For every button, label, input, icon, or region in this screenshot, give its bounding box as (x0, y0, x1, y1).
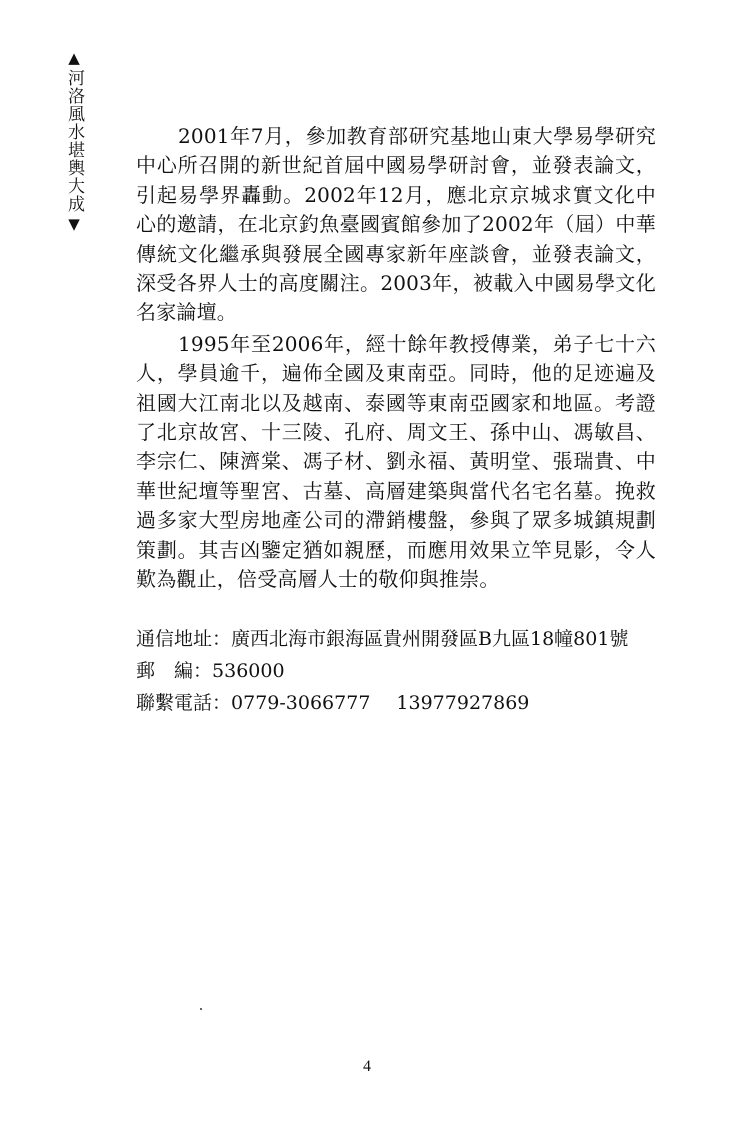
mobile-value: 13977927869 (396, 691, 530, 714)
postcode-label: 郵 編： (136, 659, 213, 682)
phone-line (136, 687, 656, 719)
address-line (136, 623, 656, 655)
page-number: 4 (363, 1058, 371, 1075)
phone-label: 聯繫電話： (136, 691, 232, 714)
scan-speck (200, 1008, 202, 1010)
phone-value: 0779-3066777 (231, 691, 371, 714)
postcode-line (136, 655, 656, 687)
paragraph-1: 2001年7月，參加教育部研究基地山東大學易學研究中心所召開的新世紀首屆中國易學研討會，並發表論文，引起易學界轟動。2002年12月，應北京京城求實文化中心的邀請，在北京釣魚臺國賓館參加了2002年（屆）中華傳統文化繼承與發展全國專家新年座談會，並發表論文，深受各界人士的高度關注。2003年，被載入中國易學文化名家論壇。 (136, 124, 656, 325)
up-triangle-icon: ▲ (68, 49, 80, 67)
running-title-text: 河洛風水堪輿大成 (64, 69, 84, 213)
down-triangle-icon: ▼ (68, 215, 80, 233)
running-title (62, 50, 86, 232)
postcode-value: 536000 (212, 659, 285, 682)
contact-block (136, 623, 656, 719)
address-value: 廣西北海市銀海區貴州開發區B九區18幢801號 (231, 627, 629, 650)
address-label: 通信地址： (136, 627, 232, 650)
paragraph-2: 1995年至2006年，經十餘年教授傳業，弟子七十六人，學員逾千，遍佈全國及東南亞。同時，他的足迹遍及祖國大江南北以及越南、泰國等東南亞國家和地區。考證了北京故宮、十三陵、孔府、周文王、孫中山、馮敏昌、李宗仁、陳濟棠、馮子材、劉永福、黃明堂、張瑞貴、中華世紀壇等聖宮、古墓、高層建築與當代名宅名墓。挽救過多家大型房地產公司的滯銷樓盤，參與了眾多城鎮規劃策劃。其吉凶鑒定猶如親歷，而應用效果立竿見影，令人歎為觀止，倍受高層人士的敬仰與推崇。 (136, 331, 656, 592)
page-body (136, 122, 656, 719)
